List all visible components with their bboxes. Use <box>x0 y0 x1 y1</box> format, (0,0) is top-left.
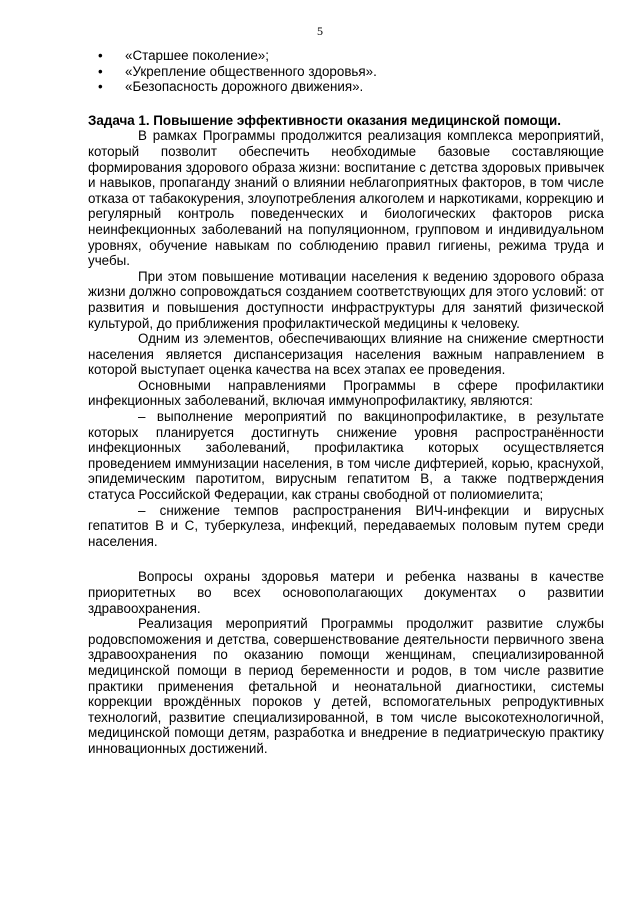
paragraph-maternal-health: Вопросы охраны здоровья матери и ребенка названы в качестве приоритетных во всех основополагающих документах о развитии здравоохранения. <box>88 569 604 616</box>
paragraph-motivation: При этом повышение мотивации населения к ведению здорового образа жизни должно сопровождаться созданием соответствующих для этого условий: от развития и повышения доступности инфраструктуры для занятий физической культурой, до приближения профилактической медицины к человеку. <box>88 268 604 331</box>
program-list <box>88 48 604 95</box>
paragraph-dispanserization: Одним из элементов, обеспечивающих влияние на снижение смертности населения является диспансеризация населения важным направлением в которой выступает оценка качества на всех этапах ее проведения. <box>88 331 604 378</box>
list-item <box>88 64 604 80</box>
paragraph-healthy-lifestyle: В рамках Программы продолжится реализация комплекса мероприятий, который позволит обеспечить необходимые базовые составляющие формирования здорового образа жизни: воспитание с детства здоровых привычек и навыков, пропаганду знаний о влиянии неблагоприятных факторов, в том числе отказа от табакокурения, злоупотребления алкоголем и наркотиками, коррекцию и регулярный контроль поведенческих и биологических факторов риска неинфекционных заболеваний на популяционном, групповом и индивидуальном уровнях, обучение навыкам по соблюдению правил гигиены, режима труда и учебы. <box>88 128 604 269</box>
paragraph-vaccination: – выполнение мероприятий по вакцинопрофилактике, в результате которых планируется достигнуть снижение уровня распространённости инфекционных заболеваний, профилактика которых осуществляется проведением иммунизации населения, в том числе дифтерией, корью, краснухой, эпидемическим паротитом, вирусным гепатитом В, а также подтверждения статуса Российской Федерации, как страны свободной от полиомиелита; <box>88 409 604 503</box>
paragraph-obstetric-service: Реализация мероприятий Программы продолжит развитие службы родовспоможения и детства, совершенствование деятельности первичного звена здравоохранения по оказанию помощи женщинам, специализированной медицинской помощи в период беременности и родов, в том числе развитие практики применения фетальной и неонатальной диагностики, системы коррекции врождённых пороков у детей, вспомогательных репродуктивных технологий, развитие специализированной, в том числе высокотехнологичной, медицинской помощи детям, разработка и внедрение в педиатрическую практику инновационных достижений. <box>88 616 604 756</box>
bullet-icon: • <box>98 63 103 79</box>
list-item-text: «Безопасность дорожного движения». <box>125 79 364 95</box>
list-item <box>88 79 604 95</box>
list-item-text: «Старшее поколение»; <box>125 48 269 63</box>
list-item <box>88 48 604 64</box>
document-body <box>88 48 604 757</box>
task-heading: Задача 1. Повышение эффективности оказания медицинской помощи. <box>88 112 561 128</box>
page-number: 5 <box>317 24 323 38</box>
list-item-text: «Укрепление общественного здоровья». <box>125 63 377 79</box>
bullet-icon: • <box>98 48 103 63</box>
paragraph-infection-prevention: Основными направлениями Программы в сфере профилактики инфекционных заболеваний, включая иммунопрофилактику, являются: <box>88 377 604 409</box>
paragraph-hiv: – снижение темпов распространения ВИЧ-инфекции и вирусных гепатитов В и С, туберкулеза, инфекций, передаваемых половым путем среди населения. <box>88 502 604 549</box>
paragraph-gap <box>88 549 604 569</box>
bullet-icon: • <box>98 79 103 95</box>
